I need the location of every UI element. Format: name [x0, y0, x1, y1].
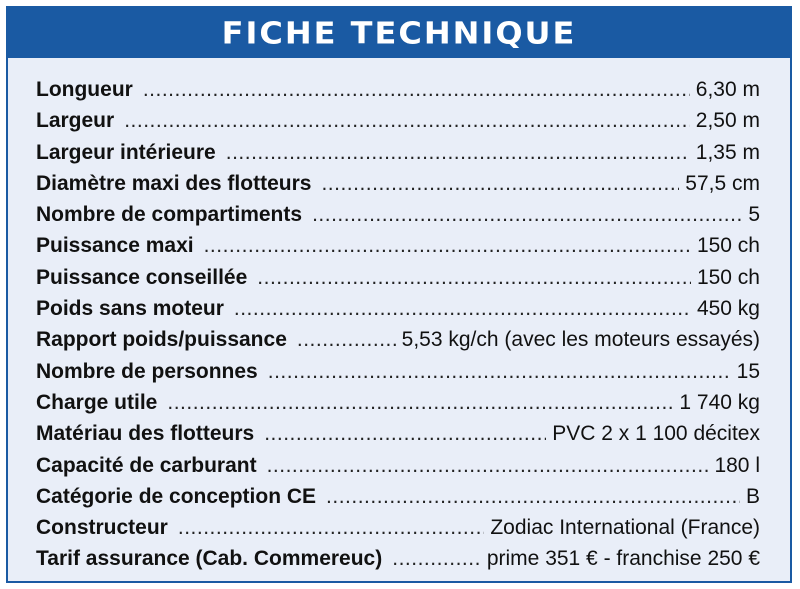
dot-leader: [312, 203, 742, 227]
spec-card: [6, 6, 792, 583]
page-title: FICHE TECHNIQUE: [221, 14, 577, 52]
spec-row: [36, 297, 760, 328]
spec-row: [36, 422, 760, 453]
dot-leader: [326, 485, 740, 509]
dot-leader: [268, 360, 731, 384]
spec-label: Longueur: [36, 78, 133, 101]
spec-row: [36, 454, 760, 485]
spec-row: [36, 266, 760, 297]
spec-row: [36, 109, 760, 140]
dot-leader: [234, 297, 691, 321]
spec-row: [36, 328, 760, 359]
spec-value: B: [745, 484, 760, 508]
spec-value: prime 351 € - franchise 250 €: [486, 547, 760, 571]
dot-leader: [257, 266, 691, 290]
dot-leader: [267, 454, 709, 478]
spec-row: [36, 141, 760, 172]
spec-row: [36, 234, 760, 265]
spec-label: Poids sans moteur: [36, 297, 224, 321]
dot-leader: [204, 234, 691, 258]
dot-leader: [167, 391, 673, 415]
spec-value: 150 ch: [696, 234, 760, 258]
spec-label: Constructeur: [36, 516, 168, 540]
dot-leader: [321, 172, 679, 196]
dot-leader: [124, 109, 690, 133]
spec-value: 15: [736, 359, 760, 383]
dot-leader: [226, 141, 690, 165]
spec-value: 57,5 cm: [685, 171, 760, 195]
spec-value: 1,35 m: [695, 140, 760, 164]
spec-label: Largeur: [36, 109, 115, 133]
spec-value: 5: [748, 203, 760, 227]
spec-value: 180 l: [714, 453, 760, 477]
spec-label: Matériau des flotteurs: [36, 422, 255, 446]
dot-leader: [143, 78, 690, 102]
spec-row: [36, 485, 760, 516]
spec-label: Capacité de carburant: [36, 453, 257, 477]
spec-value: 150 ch: [696, 265, 760, 289]
spec-label: Tarif assurance (Cab. Commereuc): [36, 547, 383, 571]
spec-row: [36, 172, 760, 203]
spec-row: [36, 78, 760, 109]
dot-leader: [392, 547, 481, 571]
spec-label: Catégorie de conception CE: [36, 484, 317, 508]
spec-label: Puissance conseillée: [36, 265, 248, 289]
spec-label: Largeur intérieure: [36, 140, 216, 164]
spec-label: Puissance maxi: [36, 234, 194, 258]
spec-row: [36, 360, 760, 391]
card-header: [8, 8, 790, 58]
spec-value: 450 kg: [696, 297, 760, 321]
spec-value: PVC 2 x 1 100 décitex: [552, 422, 760, 446]
spec-label: Rapport poids/puissance: [36, 328, 287, 352]
dot-leader: [297, 328, 396, 352]
spec-label: Nombre de compartiments: [36, 203, 303, 227]
spec-value: 1 740 kg: [679, 390, 760, 414]
dot-leader: [264, 422, 546, 446]
spec-row: [36, 203, 760, 234]
spec-label: Charge utile: [36, 390, 158, 414]
spec-row: [36, 547, 760, 578]
spec-value: 5,53 kg/ch (avec les moteurs essayés): [401, 328, 760, 352]
spec-label: Diamètre maxi des flotteurs: [36, 171, 312, 195]
spec-list: [36, 78, 760, 579]
spec-value: 6,30 m: [695, 78, 760, 101]
spec-row: [36, 391, 760, 422]
spec-value: Zodiac International (France): [490, 516, 760, 540]
spec-value: 2,50 m: [695, 109, 760, 133]
spec-label: Nombre de personnes: [36, 359, 258, 383]
spec-row: [36, 516, 760, 547]
dot-leader: [178, 516, 485, 540]
